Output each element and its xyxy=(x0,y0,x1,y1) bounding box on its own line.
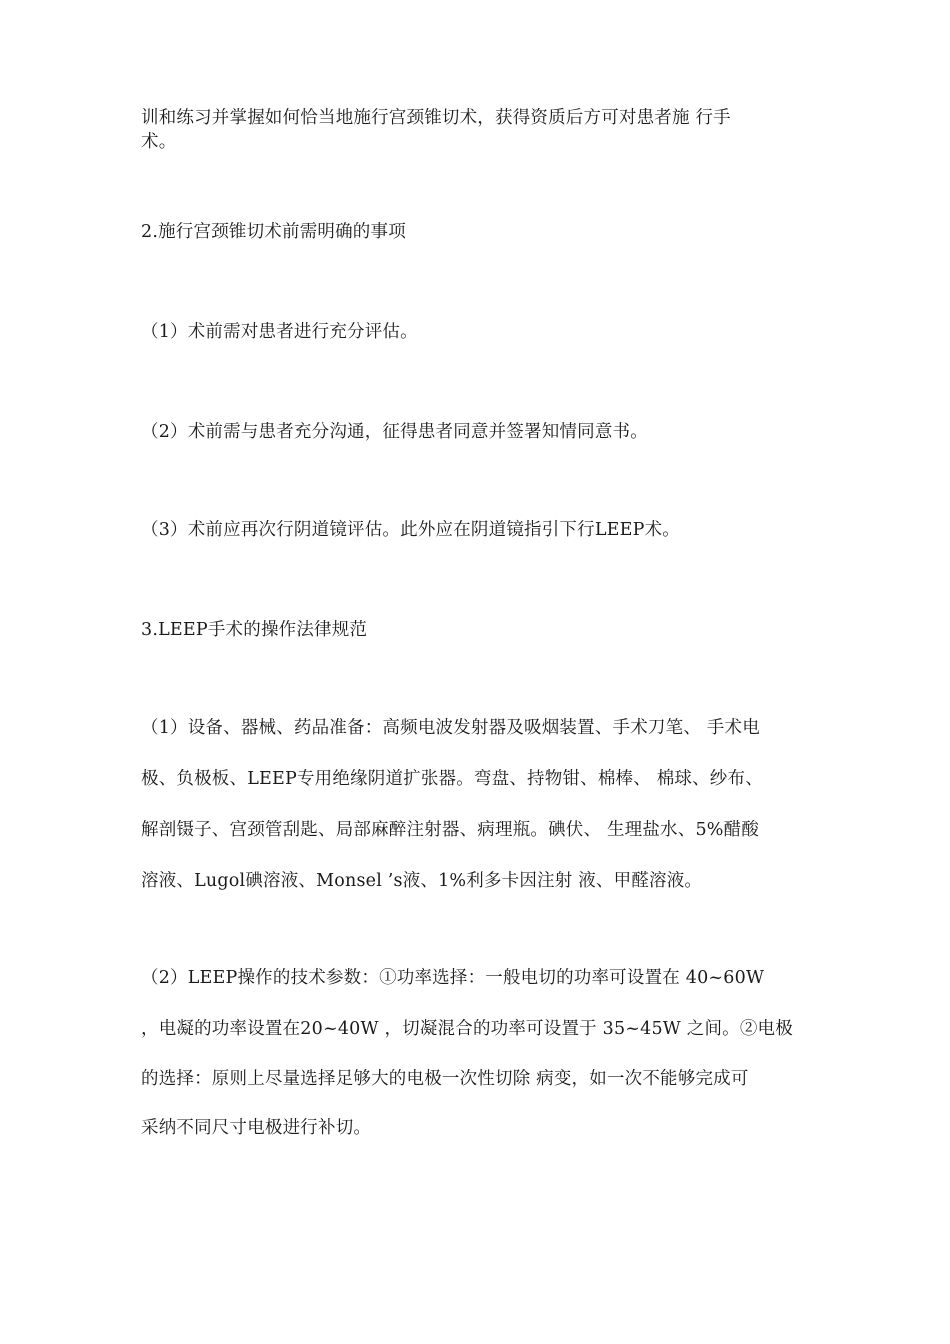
intro-line-2: 术。 xyxy=(141,132,177,152)
section-3-para-2-line-3: 的选择：原则上尽量选择足够大的电极一次性切除 病变，如一次不能够完成可 xyxy=(141,1069,749,1089)
section-3-para-1-line-2: 极、负极板、LEEP专用绝缘阴道扩张器。弯盘、持物钳、棉棒、 棉球、纱布、 xyxy=(141,769,763,789)
section-3-para-1-line-1: （1）设备、器械、药品准备：高频电波发射器及吸烟装置、手术刀笔、 手术电 xyxy=(141,718,760,738)
section-3-para-1-line-3: 解剖镊子、宫颈管刮匙、局部麻醉注射器、病理瓶。碘伏、 生理盐水、5%醋酸 xyxy=(141,820,760,840)
section-3-para-2-line-2: ，电凝的功率设置在20~40W ，切凝混合的功率可设置于 35~45W 之间。②电极 xyxy=(141,1019,793,1039)
section-2-item-2: （2）术前需与患者充分沟通，征得患者同意并签署知情同意书。 xyxy=(141,422,648,442)
section-3-para-1-line-4: 溶液、Lugol碘溶液、Monsel ’s液、1%利多卡因注射 液、甲醛溶液。 xyxy=(141,871,703,891)
section-3-para-2-line-1: （2）LEEP操作的技术参数：①功率选择：一般电切的功率可设置在 40~60W xyxy=(141,968,765,988)
intro-line-1: 训和练习并掌握如何恰当地施行宫颈锥切术，获得资质后方可对患者施 行手 xyxy=(141,108,731,128)
section-2-heading: 2.施行宫颈锥切术前需明确的事项 xyxy=(141,222,406,242)
section-2-item-1: （1）术前需对患者进行充分评估。 xyxy=(141,322,418,342)
section-3-para-2-line-4: 采纳不同尺寸电极进行补切。 xyxy=(141,1118,372,1138)
section-2-item-3: （3）术前应再次行阴道镜评估。此外应在阴道镜指引下行LEEP术。 xyxy=(141,520,680,540)
section-3-heading: 3.LEEP手术的操作法律规范 xyxy=(141,620,368,640)
